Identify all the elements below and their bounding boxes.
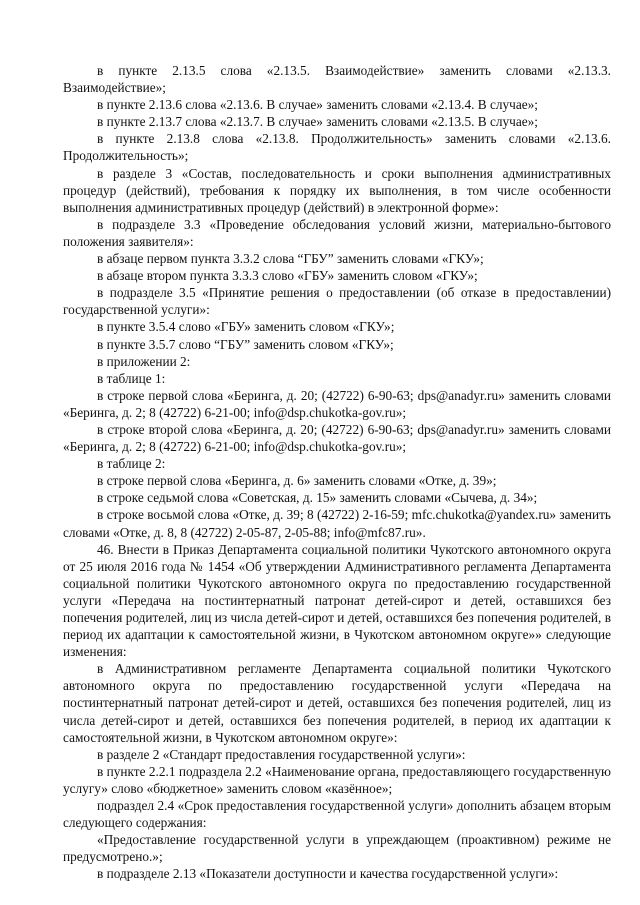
paragraph: 46. Внести в Приказ Департамента социальной политики Чукотского автономного округа от 25 июля 2016 года № 1454 «Об утверждении Административного регламента Департамента социальной политики Чукотского автономного округа по предоставлению государственной услуги «Передача на постинтернатный патронат детей-сирот и детей, оставшихся без попечения родителей, лиц из числа детей-сирот и детей, оставшихся без попечения родителей, в период их адаптации к самостоятельной жизни, в Чукотском автономном округе»» следующие изменения:: [63, 541, 611, 660]
paragraph: в пункте 2.13.5 слова «2.13.5. Взаимодействие» заменить словами «2.13.3. Взаимодействие»;: [63, 63, 611, 96]
paragraph: в строке первой слова «Беринга, д. 20; (42722) 6-90-63; dps@anadyr.ru» заменить словами «Беринга, д. 2; 8 (42722) 6-21-00; info@dsp.chukotka-gov.ru»;: [63, 387, 611, 420]
paragraph: «Предоставление государственной услуги в упреждающем (проактивном) режиме не предусмотрено.»;: [63, 832, 611, 865]
paragraph: в пункте 2.13.8 слова «2.13.8. Продолжительность» заменить словами «2.13.6. Продолжительность»;: [63, 131, 611, 164]
paragraph: подраздел 2.4 «Срок предоставления государственной услуги» дополнить абзацем вторым следующего содержания:: [63, 798, 611, 831]
paragraph: в строке второй слова «Беринга, д. 20; (42722) 6-90-63; dps@anadyr.ru» заменить словами «Беринга, д. 2; 8 (42722) 6-21-00; info@dsp.chukotka-gov.ru»;: [63, 421, 611, 455]
paragraph: в приложении 2:: [97, 353, 191, 369]
paragraph: в разделе 2 «Стандарт предоставления государственной услуги»:: [97, 746, 466, 762]
paragraph: в таблице 2:: [97, 456, 166, 472]
paragraph: в пункте 3.5.7 слово “ГБУ” заменить словом «ГКУ»;: [97, 336, 394, 352]
paragraph: в строке восьмой слова «Отке, д. 39; 8 (42722) 2-16-59; mfc.chukotka@yandex.ru» заменить словами «Отке, д. 8, 8 (42722) 2-05-87, 2-05-88; info@mfc87.ru».: [63, 507, 611, 540]
paragraph: в строке седьмой слова «Советская, д. 15» заменить словами «Сычева, д. 34»;: [97, 490, 538, 506]
paragraph: в пункте 3.5.4 слово «ГБУ» заменить словом «ГКУ»;: [97, 319, 395, 335]
paragraph: в пункте 2.2.1 подраздела 2.2 «Наименование органа, предоставляющего государственную услугу» слово «бюджетное» заменить словом «казённое»;: [63, 763, 611, 796]
paragraph: в подразделе 3.5 «Принятие решения о предоставлении (об отказе в предоставлении) государственной услуги»:: [63, 285, 611, 318]
paragraph: в таблице 1:: [97, 370, 166, 386]
paragraph: в подразделе 2.13 «Показатели доступности и качества государственной услуги»:: [97, 866, 559, 882]
paragraph: в разделе 3 «Состав, последовательность и сроки выполнения административных процедур (действий), требования к порядку их выполнения, в том числе особенности выполнения административных процедур (действий) в электронной форме»:: [63, 165, 611, 215]
paragraph: в абзаце втором пункта 3.3.3 слово «ГБУ» заменить словом «ГКУ»;: [97, 268, 478, 284]
paragraph: в строке первой слова «Беринга, д. 6» заменить словами «Отке, д. 39»;: [97, 473, 497, 489]
paragraph: в пункте 2.13.6 слова «2.13.6. В случае» заменить словами «2.13.4. В случае»;: [97, 97, 538, 113]
paragraph: в абзаце первом пункта 3.3.2 слова “ГБУ” заменить словами «ГКУ»;: [97, 251, 484, 267]
paragraph: в Административном регламенте Департамента социальной политики Чукотского автономного округа по предоставлению государственной услуги «Передача на постинтернатный патронат детей-сирот и детей, оставшихся без попечения родителей, лиц из числа детей-сирот и детей, оставшихся без попечения родителей, в период их адаптации к самостоятельной жизни, в Чукотском автономном округе»:: [63, 661, 611, 745]
document-page: [63, 62, 611, 883]
paragraph: в подразделе 3.3 «Проведение обследования условий жизни, материально-бытового положения заявителя»:: [63, 216, 611, 249]
paragraph: в пункте 2.13.7 слова «2.13.7. В случае» заменить словами «2.13.5. В случае»;: [97, 114, 538, 130]
